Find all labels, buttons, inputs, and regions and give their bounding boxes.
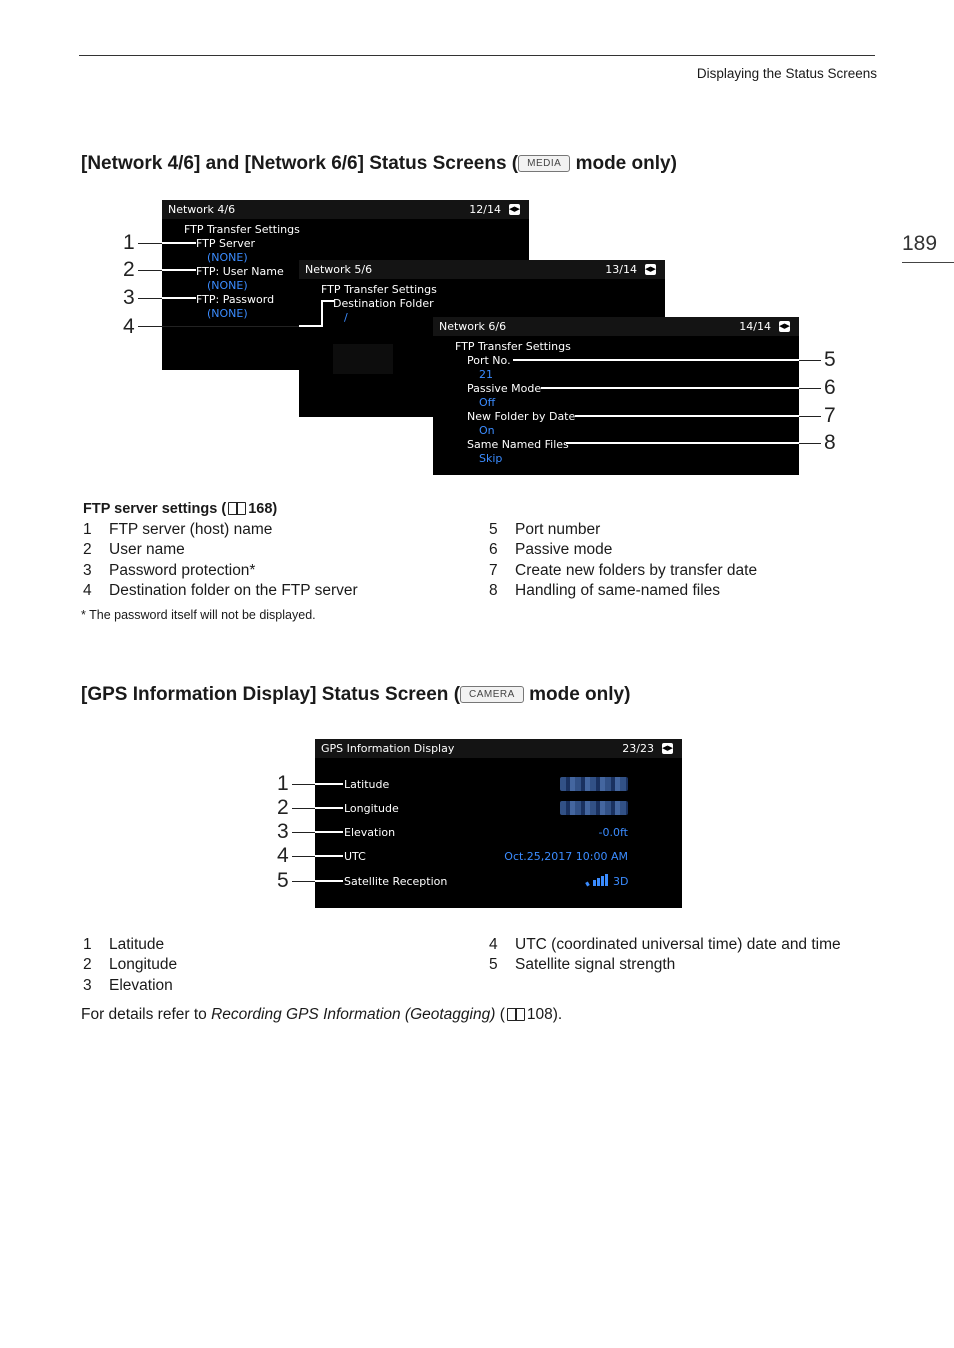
media-mode-badge: MEDIA — [518, 155, 570, 172]
screen-network-4: Network 4/6 12/14 ◀▶ FTP Transfer Settings FTP Server (NONE) FTP: User Name (NONE) FTP: Password (NONE) — [162, 200, 529, 370]
callout-line-gps-2b — [315, 807, 343, 809]
callout-gps-1: 1 — [277, 772, 289, 795]
callout-7: 7 — [824, 404, 836, 427]
callout-line-gps-4 — [292, 856, 315, 857]
list-item: 1 FTP server (host) name — [83, 521, 273, 538]
callout-2: 2 — [123, 258, 135, 281]
list-item: 4 UTC (coordinated universal time) date and time — [489, 936, 841, 953]
details-reference: For details refer to Recording GPS Information (Geotagging) ( 108). — [81, 1006, 563, 1023]
callout-line-5 — [513, 359, 799, 361]
callout-line-4d — [321, 300, 334, 302]
legend-right-ftp — [489, 520, 757, 601]
callout-5: 5 — [824, 348, 836, 371]
screen-title-bar: Network 4/6 12/14 ◀▶ — [162, 200, 529, 219]
callout-line-8 — [566, 442, 799, 444]
camera-mode-badge: CAMERA — [460, 686, 524, 703]
callout-8: 8 — [824, 431, 836, 454]
book-ref-icon — [507, 1008, 525, 1021]
list-item: 8 Handling of same-named files — [489, 581, 721, 599]
page-nav-icon: ◀▶ — [509, 205, 520, 213]
list-item: 3 Elevation — [83, 976, 173, 994]
callout-1: 1 — [123, 231, 135, 254]
callout-line-gps-3b — [315, 831, 343, 833]
cross-reference-link[interactable]: Recording GPS Information (Geotagging) — [211, 1006, 496, 1023]
list-item: 6 Passive mode — [489, 541, 613, 559]
blurred-latitude — [560, 777, 628, 791]
callout-line-2 — [138, 270, 162, 271]
page-number: 189 — [902, 232, 938, 255]
callout-gps-2: 2 — [277, 796, 289, 819]
callout-line-1b — [162, 242, 196, 244]
callout-6: 6 — [824, 376, 836, 399]
list-item: 3 Password protection* — [83, 561, 256, 579]
callout-line-7b — [799, 416, 821, 417]
blurred-longitude — [560, 801, 628, 815]
dim-block — [333, 344, 393, 374]
page-number-rule — [902, 262, 954, 263]
callout-line-gps-3 — [292, 832, 315, 833]
callout-line-5b — [799, 360, 821, 361]
screen-gps-info: GPS Information Display 23/23 ◀▶ Latitude Longitude Elevation -0.0ft UTC Oct.25,2017 10:00 AM Satellite Reception 3D — [315, 739, 682, 908]
callout-gps-3: 3 — [277, 820, 289, 843]
list-item: 5 Port number — [489, 521, 601, 538]
list-item: 4 Destination folder on the FTP server — [83, 581, 358, 599]
list-item: 2 Longitude — [83, 956, 178, 974]
callout-gps-5: 5 — [277, 869, 289, 892]
callout-gps-4: 4 — [277, 844, 289, 867]
legend-left-gps — [83, 935, 177, 996]
list-item: 1 Latitude — [83, 936, 165, 953]
page-nav-icon: ◀▶ — [645, 265, 656, 273]
footnote: * The password itself will not be displayed. — [81, 608, 316, 622]
list-item: 2 User name — [83, 541, 185, 559]
callout-line-3 — [138, 298, 162, 299]
callout-line-7 — [575, 415, 799, 417]
top-rule — [79, 55, 875, 56]
legend-left-ftp — [83, 520, 358, 601]
callout-line-6b — [799, 388, 821, 389]
screen-title-bar: Network 5/6 13/14 ◀▶ — [299, 260, 665, 279]
callout-line-gps-2 — [292, 808, 315, 809]
callout-line-3b — [162, 297, 196, 299]
screen-network-6: Network 6/6 14/14 ◀▶ FTP Transfer Settings Port No. 21 Passive Mode Off New Folder by Date On Same Named Files Skip — [433, 317, 799, 475]
callout-line-2b — [162, 269, 196, 271]
callout-line-8b — [799, 443, 821, 444]
callout-line-6 — [541, 387, 799, 389]
callout-line-gps-1 — [292, 784, 315, 785]
screen-title-bar: Network 6/6 14/14 ◀▶ — [433, 317, 799, 336]
list-item: 5 Satellite signal strength — [489, 956, 676, 974]
section-heading-gps: [GPS Information Display] Status Screen ( CAMERA mode only) — [81, 684, 631, 705]
satellite-signal-icon — [586, 874, 608, 888]
running-title: Displaying the Status Screens — [696, 66, 877, 81]
screen-title-bar: GPS Information Display 23/23 ◀▶ — [315, 739, 682, 758]
list-item: 7 Create new folders by transfer date — [489, 561, 758, 579]
callout-4: 4 — [123, 315, 135, 338]
section-heading-network: [Network 4/6] and [Network 6/6] Status Screens ( MEDIA mode only) — [81, 153, 677, 174]
screen-network-5: Network 5/6 13/14 ◀▶ FTP Transfer Settings Destination Folder / — [299, 260, 665, 417]
legend-right-gps — [489, 935, 841, 976]
callout-line-gps-1b — [315, 783, 343, 785]
legend-title-ftp: FTP server settings ( 168) — [83, 501, 278, 517]
callout-line-gps-4b — [315, 855, 343, 857]
book-ref-icon — [228, 502, 246, 515]
page-nav-icon: ◀▶ — [662, 744, 673, 752]
page-nav-icon: ◀▶ — [779, 322, 790, 330]
callout-line-4c — [321, 300, 323, 327]
callout-3: 3 — [123, 286, 135, 309]
callout-line-gps-5b — [315, 880, 343, 882]
callout-line-gps-5 — [292, 881, 315, 882]
callout-line-1 — [138, 243, 162, 244]
callout-line-4 — [138, 326, 299, 327]
callout-line-4b — [299, 325, 322, 327]
